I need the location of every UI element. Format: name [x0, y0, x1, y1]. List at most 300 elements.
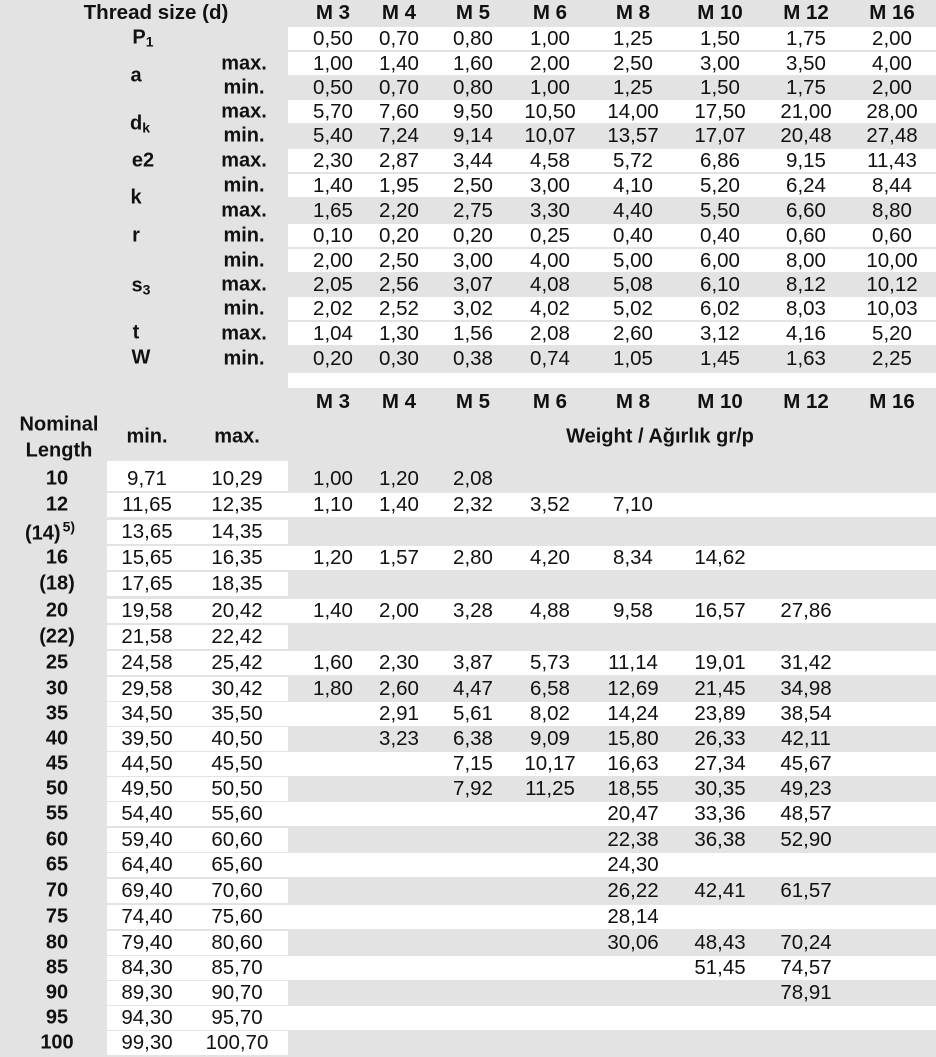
dimension-value: 1,05 — [613, 346, 653, 370]
dimension-value: 2,30 — [313, 148, 353, 172]
dimension-value: 1,40 — [313, 173, 353, 197]
weight-value: 30,06 — [607, 930, 659, 954]
weight-value: 1,40 — [313, 598, 353, 622]
dimension-value: 1,00 — [313, 51, 353, 75]
dimension-value: 6,60 — [786, 198, 826, 222]
dimension-value: 9,14 — [453, 123, 493, 147]
dimension-value: 1,50 — [700, 75, 740, 99]
weight-label: Weight / Ağırlık gr/p — [566, 425, 754, 448]
tolerance-label: min. — [223, 297, 265, 320]
dimension-value: 6,02 — [700, 296, 740, 320]
length-min: 39,50 — [121, 726, 173, 750]
weight-value: 31,42 — [780, 650, 832, 674]
weight-value: 33,36 — [694, 801, 746, 825]
dimension-value: 2,50 — [379, 248, 419, 272]
max-label: max. — [214, 425, 260, 448]
dimension-value: 1,56 — [453, 321, 493, 345]
weight-value: 1,20 — [313, 545, 353, 569]
dimension-value: 3,12 — [700, 321, 740, 345]
weight-value: 27,86 — [780, 598, 832, 622]
dimension-value: 9,15 — [786, 148, 826, 172]
dimension-value: 4,08 — [530, 272, 570, 296]
param-p1 — [132, 27, 153, 50]
nominal-length: 55 — [45, 802, 69, 825]
dimension-value: 4,16 — [786, 321, 826, 345]
nominal-length: 95 — [45, 1006, 69, 1029]
min-label: min. — [126, 425, 168, 448]
weight-value: 36,38 — [694, 827, 746, 851]
size-header: M 6 — [532, 1, 568, 24]
weight-value: 9,58 — [613, 598, 653, 622]
dimension-value: 8,12 — [786, 272, 826, 296]
nominal-length: 10 — [45, 467, 69, 490]
dimension-value: 2,50 — [453, 173, 493, 197]
dimension-value: 0,50 — [313, 75, 353, 99]
param-w-text: W — [131, 346, 151, 369]
length-min: 44,50 — [121, 751, 173, 775]
dimension-value: 8,80 — [872, 198, 912, 222]
weight-value: 2,00 — [379, 598, 419, 622]
dimension-value: 0,20 — [313, 346, 353, 370]
weight-value: 12,69 — [607, 676, 659, 700]
weight-value: 42,41 — [694, 878, 746, 902]
dimension-value: 5,20 — [700, 173, 740, 197]
length-min: 19,58 — [121, 598, 173, 622]
weight-value: 18,55 — [607, 776, 659, 800]
dimension-value: 1,04 — [313, 321, 353, 345]
dimension-value: 5,02 — [613, 296, 653, 320]
dimension-value: 1,25 — [613, 75, 653, 99]
length-min: 21,58 — [121, 624, 173, 648]
param-p1-subscript: 1 — [145, 33, 154, 50]
weight-value: 1,10 — [313, 492, 353, 516]
tolerance-label: max. — [221, 100, 267, 123]
weight-value: 5,61 — [453, 701, 493, 725]
dimension-value: 2,60 — [613, 321, 653, 345]
dimension-value: 2,52 — [379, 296, 419, 320]
dimension-value: 3,00 — [700, 51, 740, 75]
dimension-value: 1,00 — [530, 26, 570, 50]
length-max: 90,70 — [211, 980, 263, 1004]
length-min: 84,30 — [121, 955, 173, 979]
length-min: 54,40 — [121, 801, 173, 825]
dimension-value: 1,40 — [379, 51, 419, 75]
length-min: 11,65 — [122, 492, 172, 516]
dimension-value: 1,95 — [379, 173, 419, 197]
nominal-label-2: Length — [25, 439, 93, 462]
weight-value: 28,14 — [607, 904, 659, 928]
nominal-length: 20 — [45, 599, 69, 622]
weight-value: 8,02 — [530, 701, 570, 725]
weight-value: 10,17 — [524, 751, 576, 775]
dimension-value: 1,00 — [530, 75, 570, 99]
size-header-repeat: M 8 — [615, 390, 651, 413]
length-min: 99,30 — [121, 1030, 173, 1054]
length-min: 17,65 — [121, 571, 173, 595]
weight-value: 8,34 — [613, 545, 653, 569]
length-min: 15,65 — [121, 545, 173, 569]
weight-value: 48,57 — [780, 801, 832, 825]
param-t-text: t — [132, 321, 140, 344]
dimension-value: 21,00 — [780, 99, 832, 123]
weight-value: 2,80 — [453, 545, 493, 569]
dimension-value: 5,72 — [613, 148, 653, 172]
weight-value: 38,54 — [780, 701, 832, 725]
dimension-value: 3,30 — [530, 198, 570, 222]
dimension-value: 0,30 — [379, 346, 419, 370]
dimension-value: 2,50 — [613, 51, 653, 75]
length-min: 34,50 — [121, 701, 173, 725]
weight-value: 1,40 — [379, 492, 419, 516]
length-max: 100,70 — [205, 1030, 269, 1054]
dimension-value: 20,48 — [780, 123, 832, 147]
weight-value: 51,45 — [694, 955, 746, 979]
length-max: 85,70 — [211, 955, 263, 979]
length-max: 30,42 — [211, 676, 263, 700]
dimension-value: 1,45 — [700, 346, 740, 370]
dimension-value: 0,10 — [313, 223, 353, 247]
nominal-length: 30 — [45, 677, 69, 700]
weight-value: 34,98 — [780, 676, 832, 700]
dimension-value: 1,30 — [379, 321, 419, 345]
dimension-value: 27,48 — [866, 123, 918, 147]
length-max: 10,29 — [211, 466, 263, 490]
dimension-value: 7,24 — [379, 123, 419, 147]
size-header-repeat: M 16 — [869, 390, 915, 413]
dimension-value: 8,03 — [786, 296, 826, 320]
footnote-mark: 5) — [62, 518, 76, 535]
dimension-value: 4,00 — [530, 248, 570, 272]
nominal-length: 25 — [45, 651, 69, 674]
dimension-value: 5,08 — [613, 272, 653, 296]
nominal-length: (14) $^{5)}$ — [24, 518, 76, 545]
weight-value: 42,11 — [781, 726, 831, 750]
param-s3-text: s — [131, 274, 143, 297]
nominal-length: (18) — [39, 572, 75, 595]
nominal-length: 65 — [45, 853, 69, 876]
size-header-repeat: M 3 — [315, 390, 351, 413]
length-min: 29,58 — [121, 676, 173, 700]
weight-value: 7,10 — [613, 492, 653, 516]
dimension-value: 2,56 — [379, 272, 419, 296]
length-max: 22,42 — [211, 624, 263, 648]
dimension-value: 6,10 — [700, 272, 740, 296]
param-dk-text: d — [129, 112, 143, 135]
size-header: M 8 — [615, 1, 651, 24]
dimension-value: 0,60 — [872, 223, 912, 247]
dimension-value: 7,60 — [379, 99, 419, 123]
nominal-length: (22) — [39, 625, 75, 648]
length-max: 75,60 — [211, 904, 263, 928]
weight-value: 3,23 — [379, 726, 419, 750]
dimension-value: 10,03 — [866, 296, 918, 320]
nominal-length: 80 — [45, 931, 69, 954]
weight-value: 45,67 — [780, 751, 832, 775]
dimension-value: 0,50 — [313, 26, 353, 50]
dimension-value: 0,40 — [613, 223, 653, 247]
param-e2-text: e2 — [131, 149, 155, 172]
dimension-value: 6,24 — [786, 173, 826, 197]
dimension-value: 4,02 — [530, 296, 570, 320]
weight-value: 21,45 — [694, 676, 746, 700]
weight-value: 2,60 — [379, 676, 419, 700]
weight-value: 2,30 — [379, 650, 419, 674]
size-header: M 12 — [783, 1, 829, 24]
dimension-value: 0,70 — [379, 26, 419, 50]
weight-value: 74,57 — [780, 955, 832, 979]
nominal-label-1: Nominal — [19, 413, 99, 436]
size-header: M 3 — [315, 1, 351, 24]
weight-value: 3,87 — [453, 650, 493, 674]
dimension-value: 2,00 — [530, 51, 570, 75]
weight-value: 1,80 — [313, 676, 353, 700]
dimension-value: 5,70 — [313, 99, 353, 123]
length-min: 79,40 — [121, 930, 173, 954]
separator-band — [288, 373, 936, 388]
weight-value: 2,32 — [453, 492, 493, 516]
dimension-value: 0,60 — [786, 223, 826, 247]
weight-value: 1,20 — [379, 466, 419, 490]
size-header: M 5 — [455, 1, 491, 24]
dimension-value: 11,43 — [867, 148, 917, 172]
weight-value: 6,38 — [453, 726, 493, 750]
dimension-value: 4,00 — [872, 51, 912, 75]
dimension-value: 3,07 — [453, 272, 493, 296]
dimension-value: 2,20 — [379, 198, 419, 222]
length-min: 74,40 — [121, 904, 173, 928]
param-s3-subscript: 3 — [142, 281, 151, 298]
weight-value: 19,01 — [694, 650, 746, 674]
weight-value: 6,58 — [530, 676, 570, 700]
dimension-value: 2,00 — [872, 75, 912, 99]
weight-value: 48,43 — [694, 930, 746, 954]
size-header-repeat: M 4 — [381, 390, 417, 413]
weight-value: 11,14 — [608, 650, 658, 674]
weight-value: 2,08 — [453, 466, 493, 490]
dimension-value: 1,75 — [786, 26, 826, 50]
nominal-length: 50 — [45, 777, 69, 800]
weight-value: 70,24 — [780, 930, 832, 954]
weight-value: 26,22 — [607, 878, 659, 902]
param-p1-text: P — [132, 26, 146, 49]
dimension-value: 2,00 — [313, 248, 353, 272]
weight-value: 2,91 — [379, 701, 419, 725]
weight-value: 22,38 — [607, 827, 659, 851]
dimension-value: 28,00 — [866, 99, 918, 123]
weight-value: 52,90 — [780, 827, 832, 851]
nominal-length: 16 — [45, 546, 69, 569]
param-t — [133, 322, 140, 345]
length-min: 89,30 — [121, 980, 173, 1004]
weight-value: 26,33 — [694, 726, 746, 750]
param-a-text: a — [130, 64, 142, 87]
length-min: 59,40 — [121, 827, 173, 851]
param-a — [130, 65, 141, 88]
param-w — [132, 347, 151, 370]
size-header: M 10 — [697, 1, 743, 24]
tolerance-label: max. — [221, 149, 267, 172]
dimension-value: 5,00 — [613, 248, 653, 272]
dimension-value: 5,20 — [872, 321, 912, 345]
thread-size-label: Thread size (d) — [83, 1, 229, 24]
dimension-value: 0,38 — [453, 346, 493, 370]
dimension-value: 2,25 — [872, 346, 912, 370]
dimension-value: 3,44 — [453, 148, 493, 172]
dimension-value: 0,80 — [453, 75, 493, 99]
weight-value: 20,47 — [607, 801, 659, 825]
nominal-length: 40 — [45, 727, 69, 750]
dimension-value: 2,87 — [379, 148, 419, 172]
length-max: 18,35 — [211, 571, 263, 595]
length-max: 80,60 — [211, 930, 263, 954]
weight-value: 4,88 — [530, 598, 570, 622]
size-header-repeat: M 6 — [532, 390, 568, 413]
weight-value: 5,73 — [530, 650, 570, 674]
length-min: 13,65 — [121, 519, 173, 543]
dimension-value: 0,20 — [379, 223, 419, 247]
tolerance-label: min. — [223, 347, 265, 370]
dimension-value: 1,25 — [613, 26, 653, 50]
weight-value: 11,25 — [525, 776, 575, 800]
tolerance-label: max. — [221, 199, 267, 222]
weight-value: 9,09 — [530, 726, 570, 750]
nominal-length: 100 — [40, 1031, 74, 1054]
length-min: 49,50 — [121, 776, 173, 800]
dimension-value: 13,57 — [607, 123, 659, 147]
length-max: 70,60 — [211, 878, 263, 902]
dimension-value: 17,07 — [694, 123, 746, 147]
dimension-value: 10,07 — [524, 123, 576, 147]
weight-value: 14,24 — [607, 701, 659, 725]
dimension-value: 14,00 — [607, 99, 659, 123]
weight-value: 15,80 — [607, 726, 659, 750]
length-max: 50,50 — [211, 776, 263, 800]
weight-value: 49,23 — [780, 776, 832, 800]
param-r-text: r — [132, 224, 140, 247]
dimension-value: 5,50 — [700, 198, 740, 222]
dimension-value: 6,00 — [700, 248, 740, 272]
nominal-length: 12 — [45, 493, 69, 516]
weight-value: 3,52 — [530, 492, 570, 516]
length-max: 65,60 — [211, 852, 263, 876]
dimension-value: 4,58 — [530, 148, 570, 172]
length-max: 60,60 — [211, 827, 263, 851]
length-min: 64,40 — [121, 852, 173, 876]
dimension-value: 0,25 — [530, 223, 570, 247]
dimension-value: 2,75 — [453, 198, 493, 222]
weight-value: 27,34 — [694, 751, 746, 775]
param-k — [130, 187, 141, 210]
tolerance-label: min. — [223, 174, 265, 197]
weight-value: 3,28 — [453, 598, 493, 622]
dimension-value: 2,08 — [530, 321, 570, 345]
dimension-value: 0,70 — [379, 75, 419, 99]
dimension-value: 8,44 — [872, 173, 912, 197]
dimension-value: 3,02 — [453, 296, 493, 320]
weight-value: 30,35 — [694, 776, 746, 800]
param-r — [132, 225, 140, 248]
dimension-value: 0,80 — [453, 26, 493, 50]
weight-value: 24,30 — [607, 852, 659, 876]
dimension-value: 2,05 — [313, 272, 353, 296]
dimension-value: 10,00 — [866, 248, 918, 272]
length-max: 12,35 — [211, 492, 263, 516]
weight-value: 78,91 — [780, 980, 832, 1004]
dimension-value: 1,60 — [453, 51, 493, 75]
dimension-value: 3,00 — [453, 248, 493, 272]
nominal-length: 75 — [45, 905, 69, 928]
weight-value: 1,57 — [379, 545, 419, 569]
dimension-value: 2,00 — [872, 26, 912, 50]
dimension-value: 0,74 — [530, 346, 570, 370]
length-max: 95,70 — [211, 1005, 263, 1029]
nominal-length: 60 — [45, 828, 69, 851]
dimension-value: 1,65 — [313, 198, 353, 222]
weight-value: 23,89 — [694, 701, 746, 725]
tolerance-label: min. — [223, 249, 265, 272]
dimension-value: 8,00 — [786, 248, 826, 272]
dimension-value: 17,50 — [694, 99, 746, 123]
length-max: 25,42 — [211, 650, 263, 674]
nominal-length: 35 — [45, 702, 69, 725]
size-header: M 4 — [381, 1, 417, 24]
dimension-value: 10,12 — [866, 272, 918, 296]
dimension-value: 1,63 — [786, 346, 826, 370]
dimension-value: 0,20 — [453, 223, 493, 247]
length-max: 20,42 — [211, 598, 263, 622]
length-min: 94,30 — [121, 1005, 173, 1029]
size-header: M 16 — [869, 1, 915, 24]
dimension-value: 5,40 — [313, 123, 353, 147]
nominal-length: 85 — [45, 956, 69, 979]
weight-value: 16,57 — [694, 598, 746, 622]
weight-value: 4,47 — [453, 676, 493, 700]
size-header-repeat: M 10 — [697, 390, 743, 413]
dimension-value: 6,86 — [700, 148, 740, 172]
tolerance-label: min. — [223, 124, 265, 147]
tolerance-label: min. — [223, 224, 265, 247]
weight-value: 16,63 — [607, 751, 659, 775]
tolerance-label: max. — [221, 273, 267, 296]
dimension-value: 4,40 — [613, 198, 653, 222]
dimension-value: 1,75 — [786, 75, 826, 99]
weight-value: 4,20 — [530, 545, 570, 569]
param-dk-subscript: k — [142, 119, 151, 136]
dimension-value: 10,50 — [524, 99, 576, 123]
weight-value: 61,57 — [780, 878, 832, 902]
length-max: 35,50 — [211, 701, 263, 725]
param-s3 — [132, 275, 151, 298]
weight-value: 7,15 — [453, 751, 493, 775]
length-max: 55,60 — [211, 801, 263, 825]
dimension-value: 2,02 — [313, 296, 353, 320]
tolerance-label: min. — [223, 76, 265, 99]
weight-value: 1,60 — [313, 650, 353, 674]
param-dk — [130, 113, 150, 136]
nominal-length: 45 — [45, 752, 69, 775]
tolerance-label: max. — [221, 52, 267, 75]
dimension-value: 9,50 — [453, 99, 493, 123]
tolerance-label: max. — [221, 322, 267, 345]
nominal-length: 70 — [45, 879, 69, 902]
dimension-value: 1,50 — [700, 26, 740, 50]
length-max: 16,35 — [211, 545, 263, 569]
param-k-text: k — [130, 186, 142, 209]
length-max: 14,35 — [211, 519, 263, 543]
length-max: 45,50 — [211, 751, 263, 775]
length-min: 24,58 — [121, 650, 173, 674]
size-header-repeat: M 12 — [783, 390, 829, 413]
